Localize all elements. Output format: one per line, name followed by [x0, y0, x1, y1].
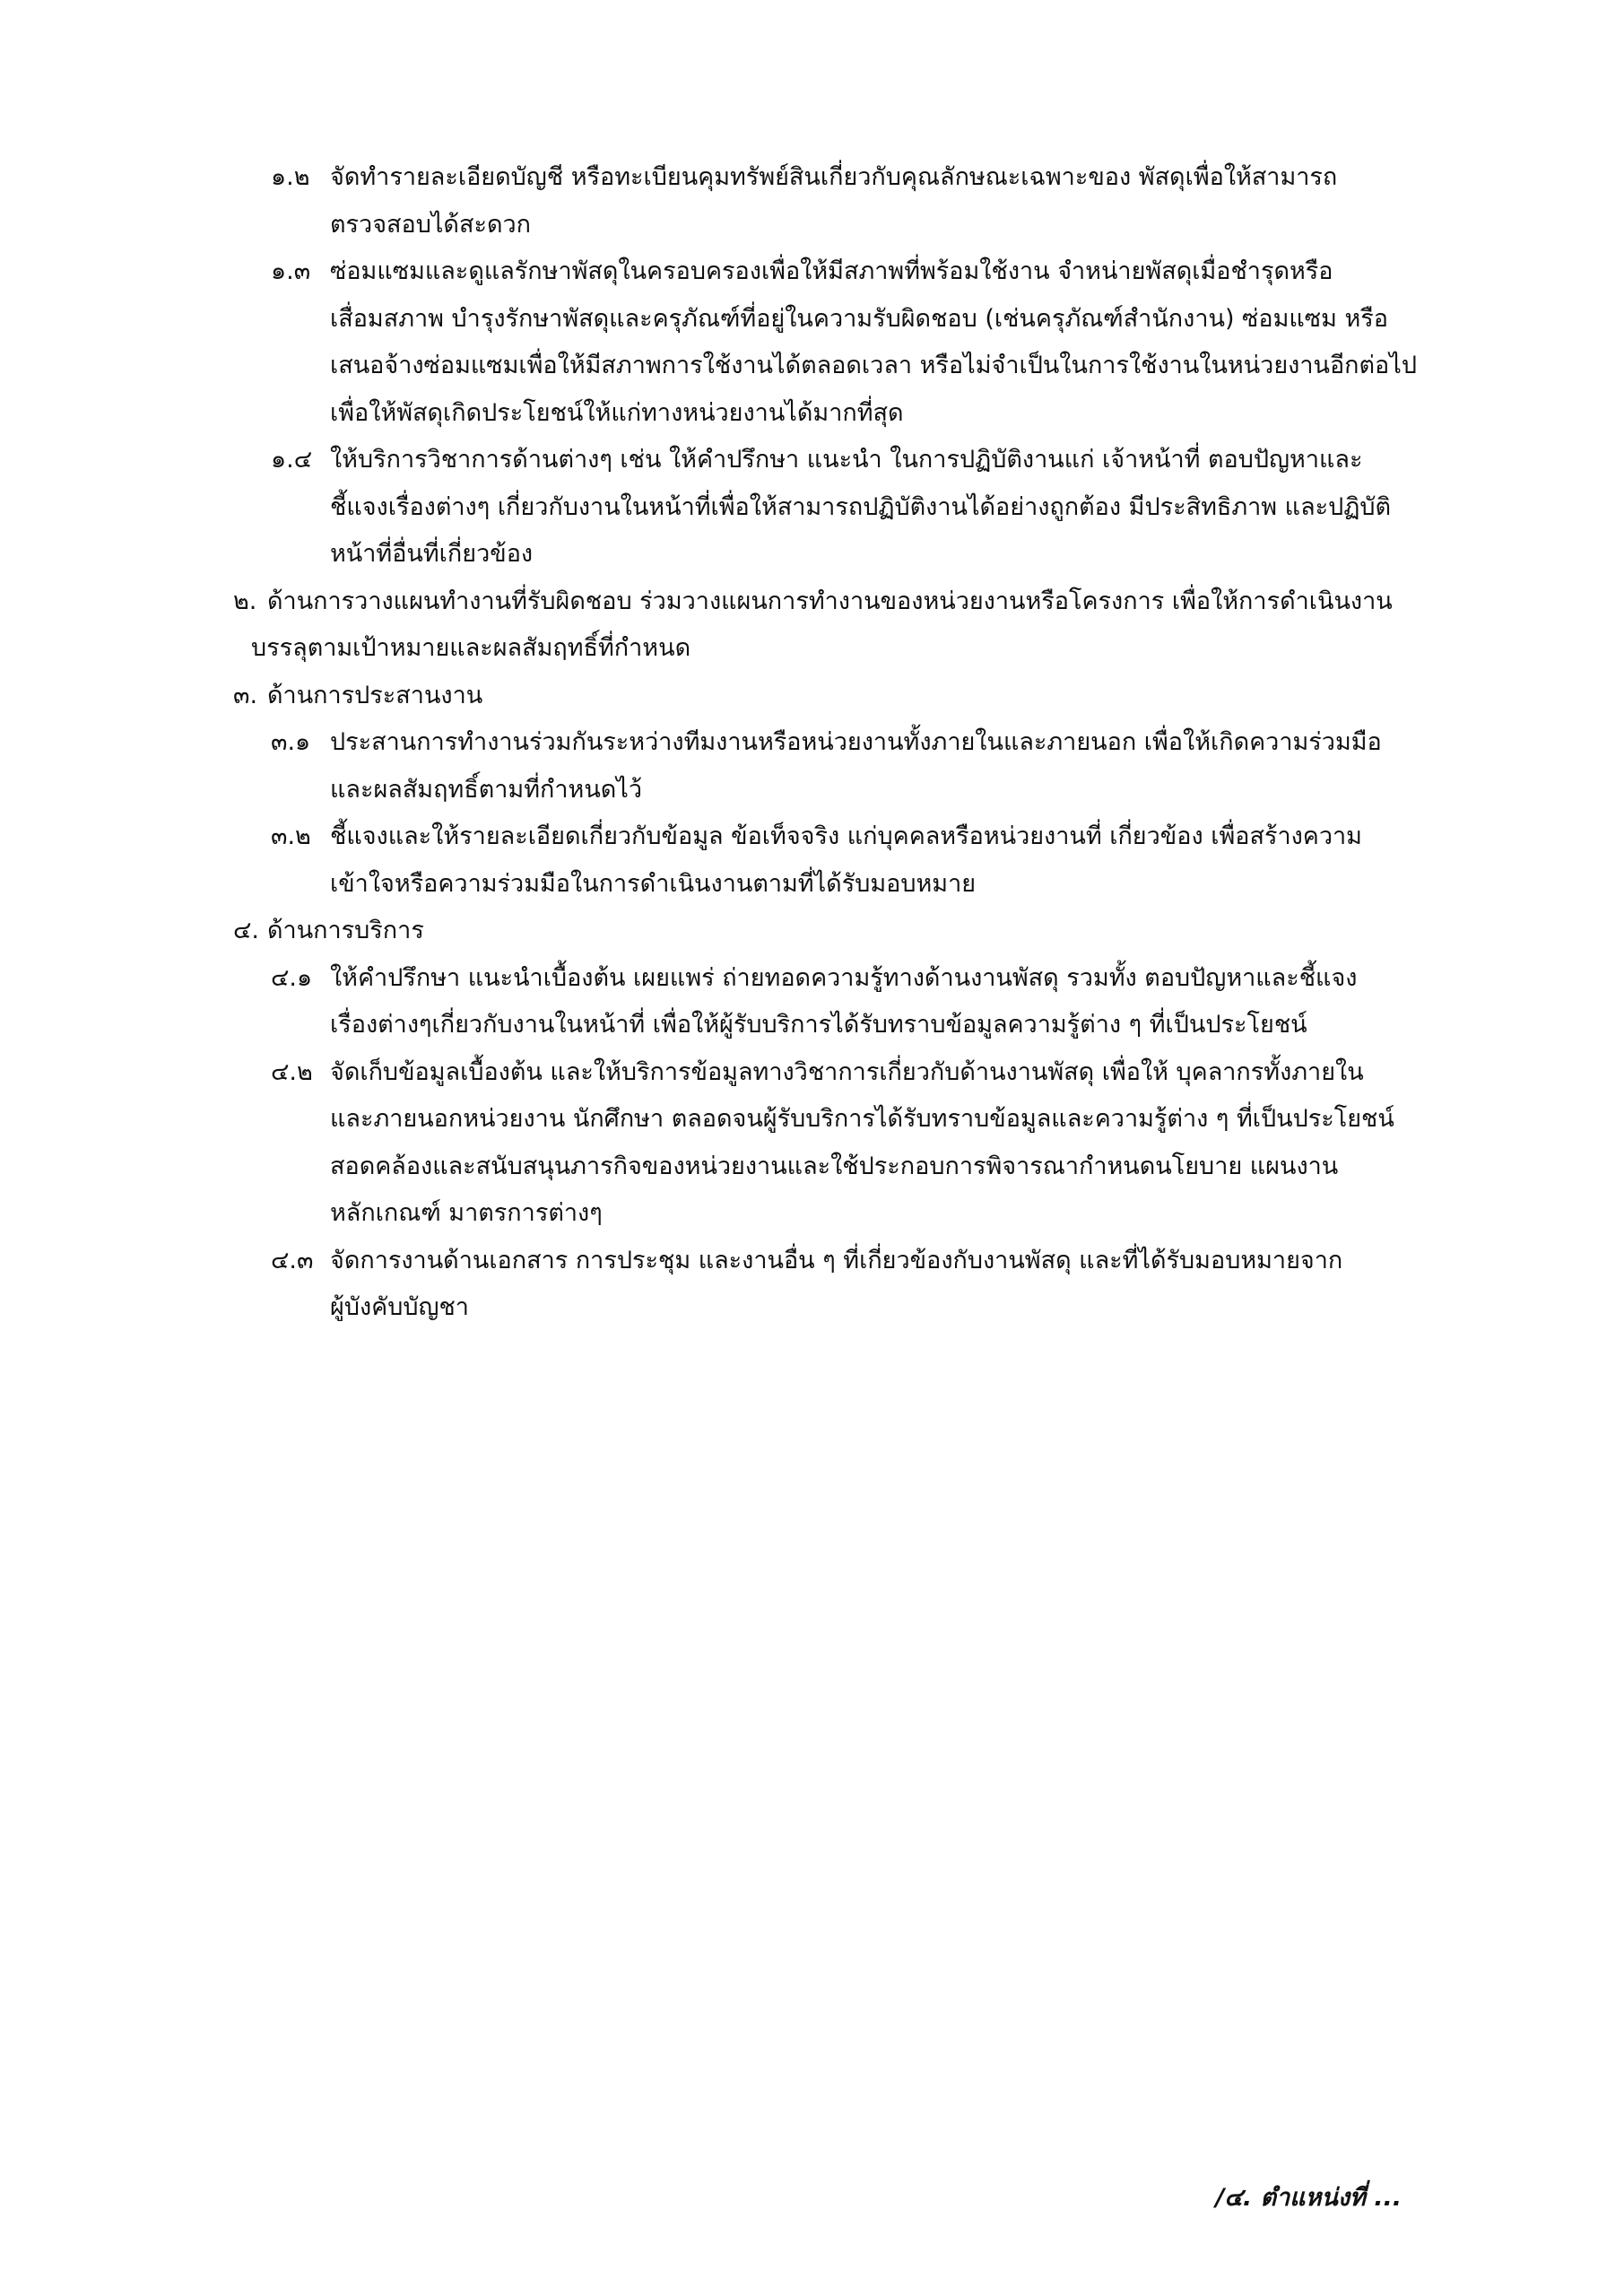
item-text-line: สอดคล้องและสนับสนุนภารกิจของหน่วยงานและใช้ประกอบการพิจารณากำหนดนโยบาย แผนงาน	[330, 1152, 1339, 1180]
item-number: ๔.	[233, 917, 260, 944]
item-text-line: จัดการงานด้านเอกสาร การประชุม และงานอื่น ๆ ที่เกี่ยวข้องกับงานพัสดุ และที่ได้รับมอบหมายจาก	[330, 1246, 1343, 1274]
item-number: ๑.๔	[271, 446, 313, 474]
item-text	[330, 955, 1426, 1049]
item-number: ๔.๓	[271, 1246, 314, 1274]
item-text-line: เสื่อมสภาพ บำรุงรักษาพัสดุและครุภัณฑ์ที่อยู่ในความรับผิดชอบ (เช่นครุภัณฑ์สำนักงาน) ซ่อมแซม หรือ	[330, 304, 1389, 333]
item-text-line: ชี้แจงเรื่องต่างๆ เกี่ยวกับงานในหน้าที่เพื่อให้สามารถปฏิบัติงานได้อย่างถูกต้อง มีประสิทธิภาพ และปฏิบัติ	[330, 492, 1392, 521]
sub-item	[251, 154, 1426, 248]
item-text-line: หน้าที่อื่นที่เกี่ยวข้อง	[330, 540, 534, 568]
item-number: ๓.	[233, 681, 258, 709]
item-text	[330, 437, 1426, 578]
item-text-line: ด้านการบริการ	[267, 917, 424, 944]
item-text-line: ซ่อมแซมและดูแลรักษาพัสดุในครอบครองเพื่อให้มีสภาพที่พร้อมใช้งาน จำหน่ายพัสดุเมื่อชำรุดหรือ	[330, 257, 1333, 285]
item-text-line: ผู้บังคับบัญชา	[330, 1293, 469, 1321]
item-text-line: จัดเก็บข้อมูลเบื้องต้น และให้บริการข้อมูลทางวิชาการเกี่ยวกับด้านงานพัสดุ เพื่อให้ บุคลากรทั้งภายใน	[330, 1057, 1364, 1086]
item-text	[251, 673, 1426, 720]
item-number: ๓.๑	[271, 728, 311, 756]
item-text-line: ด้านการวางแผนทำงานที่รับผิดชอบ ร่วมวางแผนการทำงานของหน่วยงานหรือโครงการ เพื่อให้การดำเนินงาน	[267, 587, 1393, 615]
job-description-body	[233, 154, 1426, 1332]
sub-item	[251, 1238, 1426, 1332]
item-text	[251, 578, 1426, 673]
item-text	[330, 154, 1426, 248]
item-number: ๓.๒	[271, 822, 311, 850]
item-number: ๑.๒	[271, 163, 310, 191]
item-number: ๔.๑	[271, 963, 313, 992]
section-item	[233, 578, 1426, 673]
item-number: ๑.๓	[271, 257, 311, 285]
sub-item	[251, 813, 1426, 908]
item-number: ๔.๒	[271, 1057, 313, 1086]
sub-item	[251, 955, 1426, 1049]
item-text-line: ให้คำปรึกษา แนะนำเบื้องต้น เผยแพร่ ถ่ายทอดความรู้ทางด้านงานพัสดุ รวมทั้ง ตอบปัญหาและชี้แจง	[330, 963, 1358, 992]
item-text	[251, 908, 1426, 955]
item-number: ๒.	[233, 587, 257, 615]
item-text	[330, 248, 1426, 437]
item-text-line: จัดทำรายละเอียดบัญชี หรือทะเบียนคุมทรัพย์สินเกี่ยวกับคุณลักษณะเฉพาะของ พัสดุเพื่อให้สามารถ	[330, 163, 1338, 191]
item-text-line: เพื่อให้พัสดุเกิดประโยชน์ให้แก่ทางหน่วยงานได้มากที่สุด	[330, 398, 904, 427]
sub-item	[251, 719, 1426, 813]
item-text-line: เข้าใจหรือความร่วมมือในการดำเนินงานตามที่ได้รับมอบหมาย	[330, 869, 977, 898]
item-text-line: ให้บริการวิชาการด้านต่างๆ เช่น ให้คำปรึกษา แนะนำ ในการปฏิบัติงานแก่ เจ้าหน้าที่ ตอบปัญหาและ	[330, 446, 1363, 474]
item-text-line: เรื่องต่างๆเกี่ยวกับงานในหน้าที่ เพื่อให้ผู้รับบริการได้รับทราบข้อมูลความรู้ต่าง ๆ ที่เป็นประโยชน์	[330, 1011, 1307, 1039]
section-item	[233, 908, 1426, 955]
section-item	[233, 673, 1426, 720]
sub-item	[251, 437, 1426, 578]
item-text-line: ชี้แจงและให้รายละเอียดเกี่ยวกับข้อมูล ข้อเท็จจริง แก่บุคคลหรือหน่วยงานที่ เกี่ยวข้อง เพื่อสร้างความ	[330, 822, 1362, 850]
item-text	[330, 1049, 1426, 1238]
item-text	[330, 719, 1426, 813]
sub-item	[251, 1049, 1426, 1238]
item-text-line: หลักเกณฑ์ มาตรการต่างๆ	[330, 1199, 603, 1227]
item-text-line: และผลสัมฤทธิ์ตามที่กำหนดไว้	[330, 775, 643, 804]
page-continuation-note: /๔. ตำแหน่งที่ ...	[1215, 2184, 1402, 2212]
item-text-line: ด้านการประสานงาน	[267, 681, 483, 709]
item-text-line: และภายนอกหน่วยงาน นักศึกษา ตลอดจนผู้รับบริการได้รับทราบข้อมูลและความรู้ต่าง ๆ ที่เป็นประโยชน์	[330, 1105, 1394, 1133]
item-text-line: บรรลุตามเป้าหมายและผลสัมฤทธิ์ที่กำหนด	[251, 634, 691, 662]
sub-item	[251, 248, 1426, 437]
item-text-line: เสนอจ้างซ่อมแซมเพื่อให้มีสภาพการใช้งานได้ตลอดเวลา หรือไม่จำเป็นในการใช้งานในหน่วยงานอีกต่อไป	[330, 352, 1417, 379]
item-text	[330, 813, 1426, 908]
item-text-line: ตรวจสอบได้สะดวก	[330, 210, 531, 239]
item-text	[330, 1238, 1426, 1332]
item-text-line: ประสานการทำงานร่วมกันระหว่างทีมงานหรือหน่วยงานทั้งภายในและภายนอก เพื่อให้เกิดความร่วมมือ	[330, 728, 1382, 756]
